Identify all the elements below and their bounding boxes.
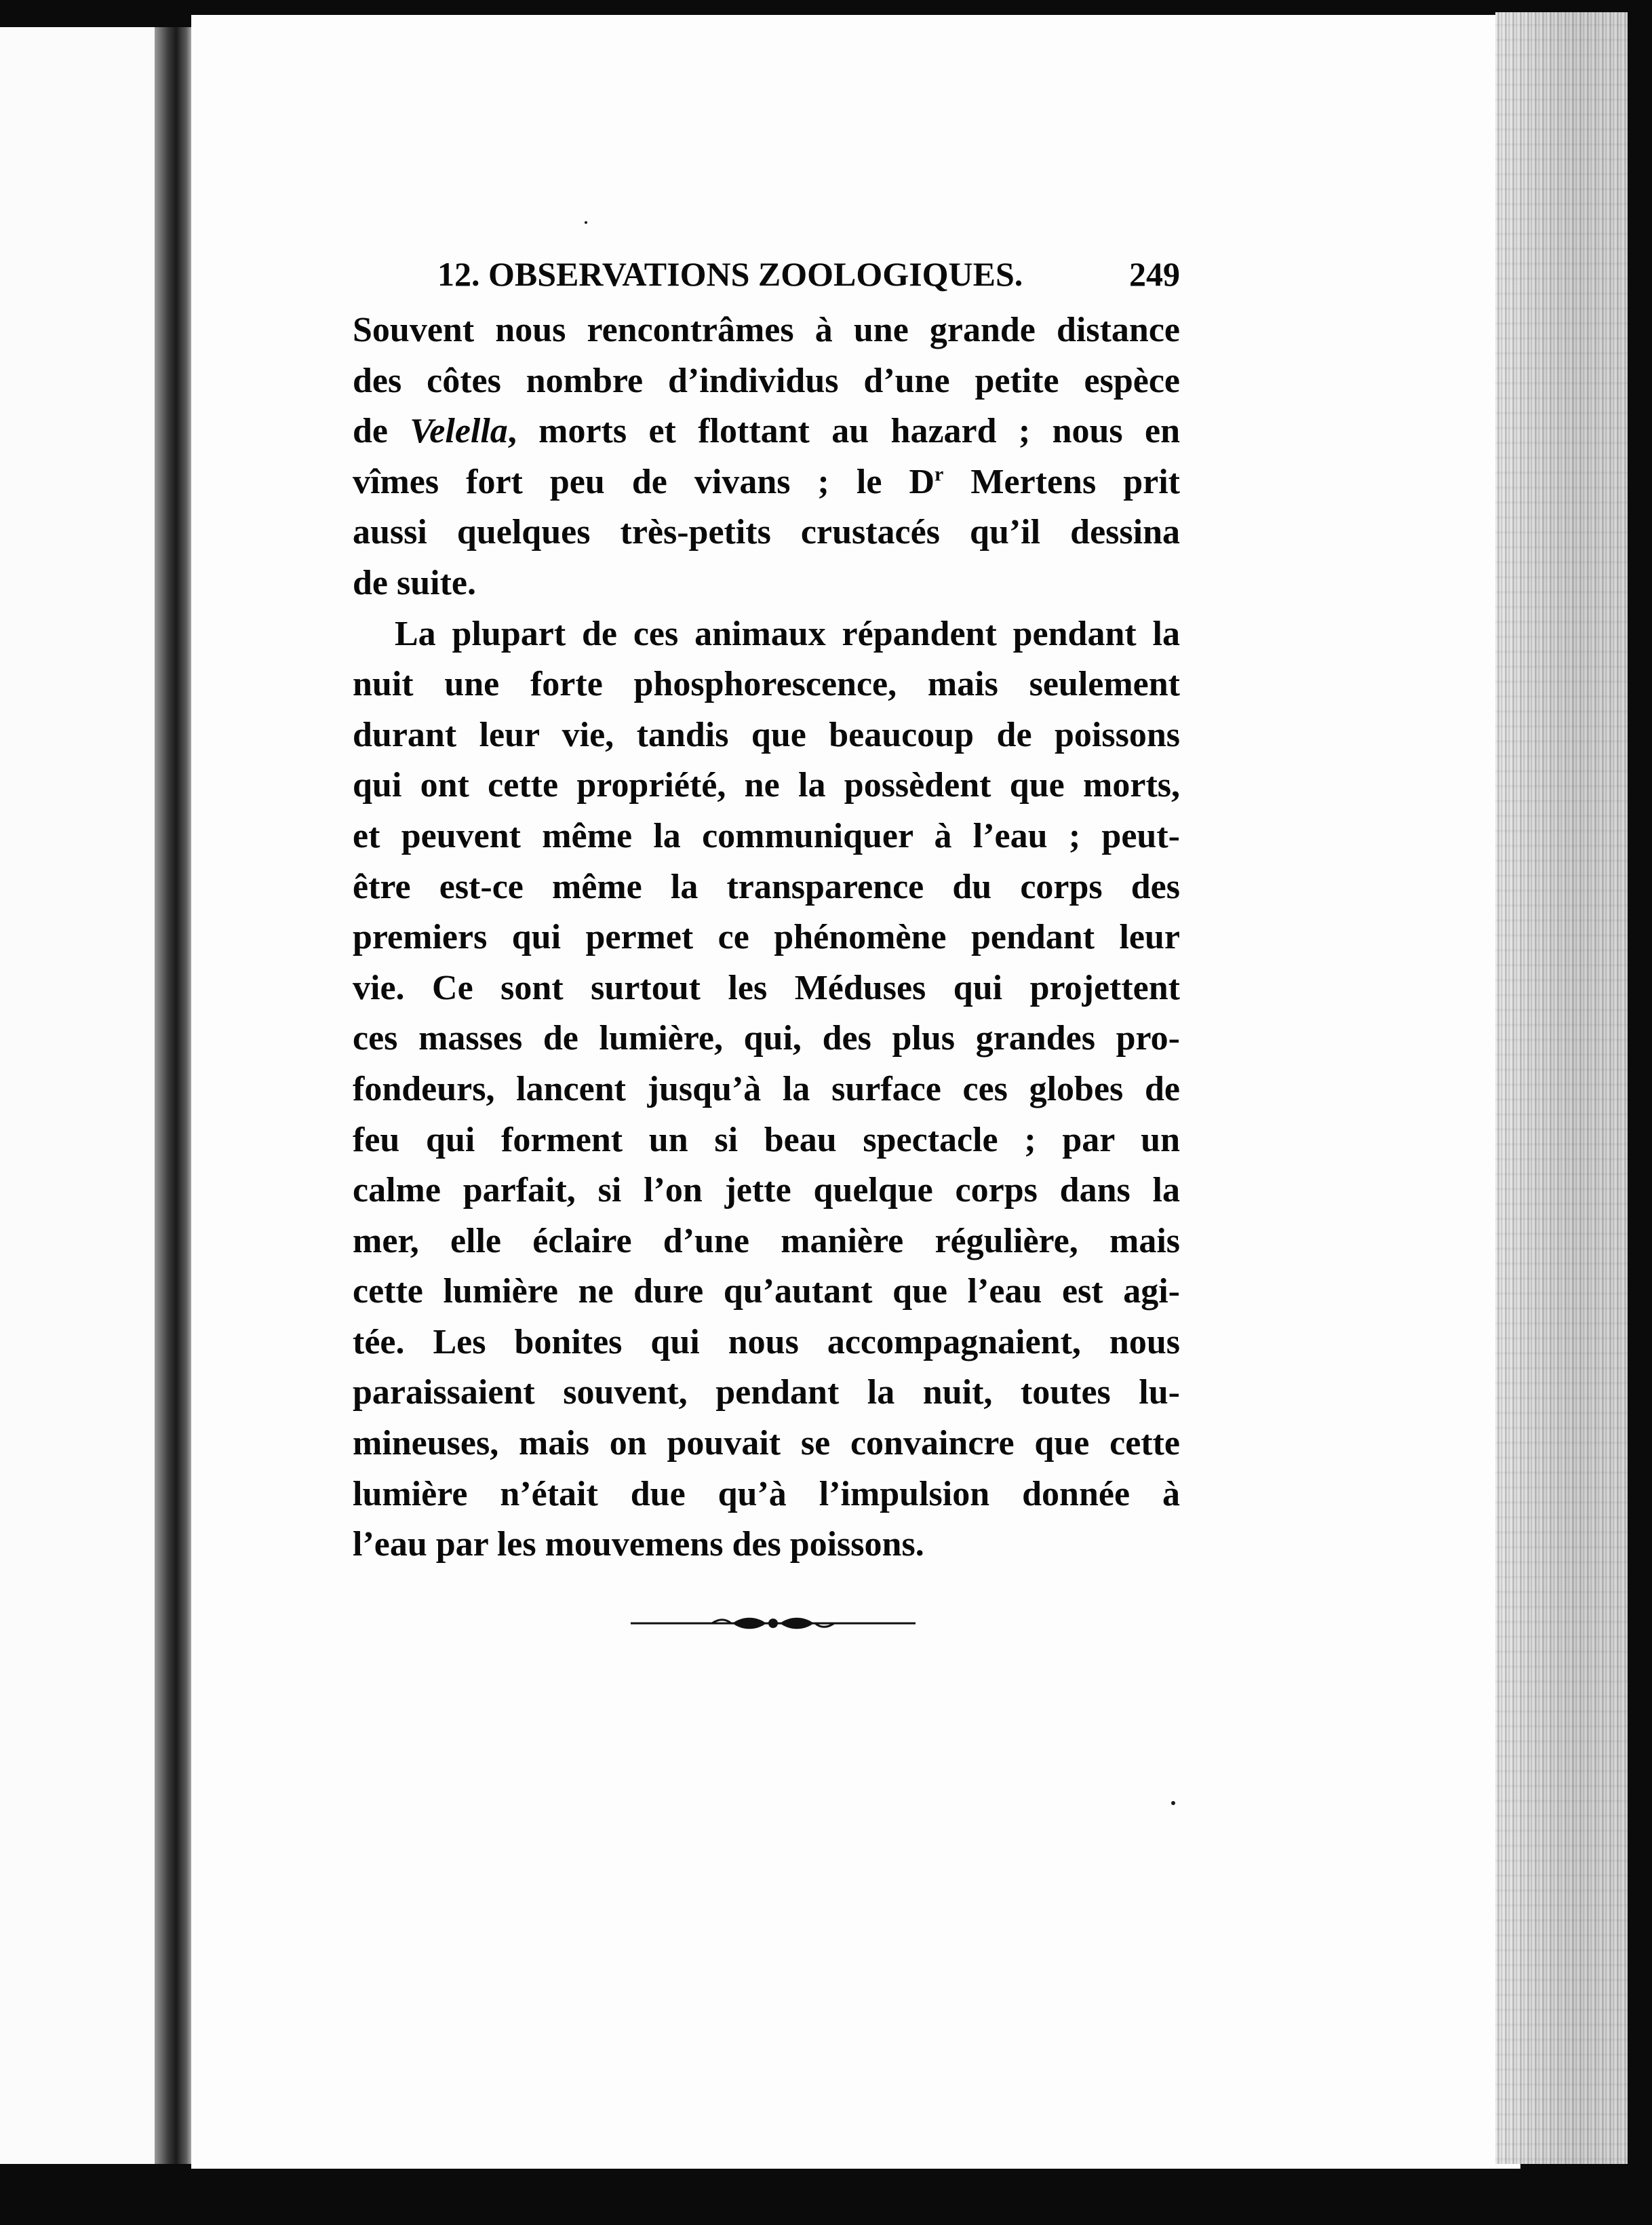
text-line-with-superscript: vîmes fort peu de vivans ; le $D^r$ Mertens prit <box>353 462 1181 501</box>
text-line: qui ont cette propriété, ne la possèdent que morts, <box>353 766 1180 805</box>
text-line: La plupart de ces animaux répandent pendant la <box>395 614 1180 653</box>
text-line: être est-ce même la transparence du corps des <box>353 867 1180 906</box>
text-line: tée. Les bonites qui nous accompagnaient, nous <box>353 1322 1180 1361</box>
tailpiece-ornament-icon <box>631 1613 916 1633</box>
text-line: paraissaient souvent, pendant la nuit, toutes lu- <box>353 1373 1180 1412</box>
text-line: mer, elle éclaire d’une manière régulière, mais <box>353 1221 1180 1260</box>
text-line-with-italic: de Velella, morts et flottant au hazard ; nous en <box>353 412 1181 451</box>
facing-page-edge <box>0 27 178 2164</box>
text-line: des côtes nombre d’individus d’une petite espèce <box>353 361 1180 400</box>
abbrev-superscript: r <box>935 463 944 486</box>
text-line: l’eau par les mouvemens des poissons. <box>353 1525 924 1564</box>
text-line: cette lumière ne dure qu’autant que l’eau est agi- <box>353 1272 1180 1311</box>
page-text <box>353 252 1180 1570</box>
text-line: premiers qui permet ce phénomène pendant leur <box>353 918 1180 957</box>
text-line: calme parfait, si l’on jette quelque corps dans la <box>353 1171 1180 1210</box>
paragraph-1 <box>353 305 1180 609</box>
text-line: nuit une forte phosphorescence, mais seulement <box>353 665 1180 704</box>
text-line: durant leur vie, tandis que beaucoup de poissons <box>353 715 1180 754</box>
text-line: ces masses de lumière, qui, des plus grandes pro- <box>353 1019 1180 1058</box>
text-line: de suite. <box>353 563 476 602</box>
text-line: Souvent nous rencontrâmes à une grande distance <box>353 311 1180 349</box>
chapter-title: 12. OBSERVATIONS ZOOLOGIQUES. <box>437 255 1023 293</box>
fore-edge-page-stack <box>1495 12 1628 2164</box>
text-line: vie. Ce sont surtout les Méduses qui projettent <box>353 968 1180 1007</box>
book-gutter <box>155 27 194 2164</box>
genus-name: Velella <box>410 412 508 451</box>
paragraph-2 <box>353 609 1180 1570</box>
text-line: fondeurs, lancent jusqu’à la surface ces globes de <box>353 1069 1180 1108</box>
scan-speck <box>1171 1801 1175 1805</box>
text-line: lumière n’était due qu’à l’impulsion donnée à <box>353 1474 1180 1513</box>
running-head <box>353 252 1180 296</box>
text-line: feu qui forment un si beau spectacle ; par un <box>353 1120 1180 1159</box>
text-line: mineuses, mais on pouvait se convaincre que cette <box>353 1424 1180 1463</box>
text-line: et peuvent même la communiquer à l’eau ; peut- <box>353 816 1180 855</box>
scan-speck <box>585 221 587 224</box>
text-line: aussi quelques très-petits crustacés qu’il dessina <box>353 513 1180 552</box>
page-number: 249 <box>1129 255 1180 293</box>
